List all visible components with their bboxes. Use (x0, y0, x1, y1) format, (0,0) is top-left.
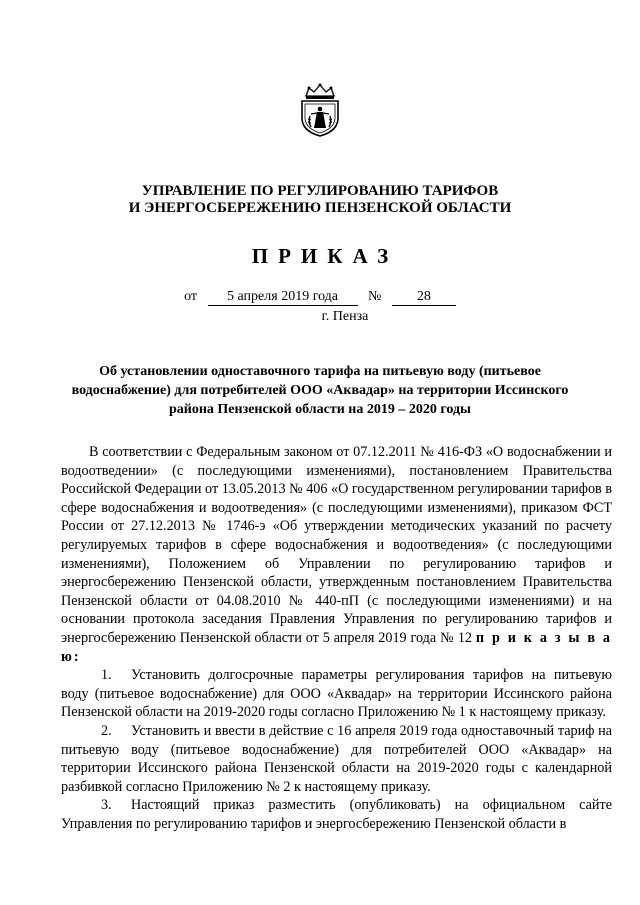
item-text: Настоящий приказ разместить (опубликовать) на официальном сайте Управления по регулированию тарифов и энергосбережению Пензенской области в (61, 797, 612, 832)
item-number: 2. (101, 722, 112, 739)
order-body (61, 443, 612, 833)
agency-name-line1: УПРАВЛЕНИЕ ПО РЕГУЛИРОВАНИЮ ТАРИФОВ (141, 183, 499, 199)
penza-coat-of-arms-icon (297, 82, 343, 138)
item-text: Установить и ввести в действие с 16 апреля 2019 года одноставочный тариф на питьевую воду (питьевое водоснабжение) для потребителей ООО «Аквадар» на территории Иссинского района Пензенской области на 2019-2020 годы с календарной разбивкой согласно Приложению № 2 к настоящему приказу. (61, 722, 612, 795)
order-date: 5 апреля 2019 года (208, 289, 358, 306)
order-item-3 (61, 796, 612, 833)
item-number: 3. (101, 797, 112, 814)
decree-word: п р и к а з ы в а ю: (61, 629, 613, 665)
item-number: 1. (101, 667, 112, 684)
preamble-paragraph (61, 443, 612, 666)
number-prefix: № (368, 289, 382, 304)
order-item-1 (61, 666, 612, 722)
order-city: г. Пенза (321, 309, 369, 324)
date-prefix: от (184, 289, 198, 304)
order-subject: Об установлении одноставочного тарифа на питьевую воду (питьевое водоснабжение) для потребителей ООО «Аквадар» на территории Иссинского района Пензенской области на 2019 – 2020 годы (71, 364, 569, 417)
document-title: ПРИКАЗ (251, 244, 399, 268)
preamble-text: В соответствии с Федеральным законом от 07.12.2011 № 416-ФЗ «О водоснабжении и водоотведении» (с последующими изменениями), постановлением Правительства Российской Федерации от 13.05.2013 № 406 «О государственном регулировании тарифов в сфере водоснабжения и водоотведения» (с последующими изменениями), приказом ФСТ России от 27.12.2013 № 1746-э «Об утверждении методических указаний по расчету регулируемых тарифов в сфере водоснабжения и водоотведения» (с последующими изменениями), Положением об Управлении по регулированию тарифов и энергосбережению Пензенской области, утвержденным постановлением Правительства Пензенской области от 04.08.2010 № 440-пП (с последующими изменениями) и на основании протокола заседания Правления Управления по регулированию тарифов и энергосбережению Пензенской области от 5 апреля 2019 года № 12 (61, 444, 612, 646)
order-date-number-line (0, 289, 640, 306)
order-number: 28 (392, 289, 456, 306)
order-item-2 (61, 722, 612, 796)
agency-name-line2: И ЭНЕРГОСБЕРЕЖЕНИЮ ПЕНЗЕНСКОЙ ОБЛАСТИ (128, 200, 512, 216)
item-text: Установить долгосрочные параметры регулирования тарифов на питьевую воду (питьевое водоснабжение) для ООО «Аквадар» на территории Иссинского района Пензенской области на 2019-2020 годы согласно Приложению № 1 к настоящему приказу. (61, 667, 612, 721)
